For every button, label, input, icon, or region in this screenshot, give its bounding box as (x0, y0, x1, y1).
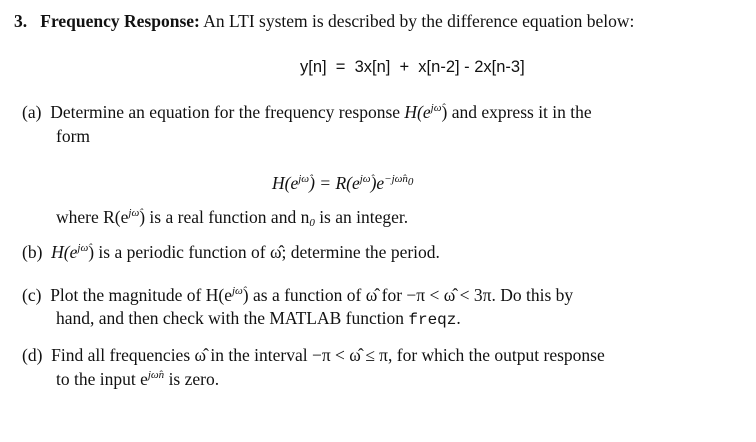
part-c-label: (c) (22, 285, 42, 305)
part-a-h: H(e (404, 102, 431, 122)
part-c-sup: jω̂ (231, 285, 243, 297)
part-a-line2: form (56, 126, 91, 146)
where-sub: 0 (309, 217, 315, 229)
formula-exp-text: −jω̂n (384, 173, 408, 185)
part-b-sup: jω̂ (77, 242, 89, 254)
part-c-text-b: ) as a function of ω̂ for −π < ω̂ < 3π. Do this by (242, 285, 574, 305)
part-a-where (56, 206, 408, 234)
part-a-formula (272, 172, 413, 194)
formula-e: )e (370, 173, 385, 193)
formula-exp-sub: 0 (407, 176, 414, 188)
part-c-text-a: Plot the magnitude of H(e (50, 285, 232, 305)
part-b-h: H(e (51, 242, 78, 262)
part-b (22, 241, 440, 263)
part-a-sup: jω̂ (430, 102, 442, 114)
difference-equation: y[n] = 3x[n] + x[n-2] - 2x[n-3] (300, 58, 525, 76)
part-a-line1 (22, 101, 592, 123)
problem-header (14, 10, 634, 32)
part-d-line1 (22, 344, 605, 366)
formula-sup1: jω̂ (298, 173, 310, 185)
problem-number: 3. (14, 11, 28, 31)
part-a-text: Determine an equation for the frequency response (50, 102, 401, 122)
formula-eq: ) = R(e (309, 173, 360, 193)
part-c-line1 (22, 284, 573, 306)
part-d-sup: jω̂n (147, 369, 165, 381)
freqz-code: freqz (408, 311, 457, 329)
where-3: is an integer. (314, 207, 409, 227)
part-d-text: Find all frequencies ω̂ in the interval −π < ω̂ ≤ π, for which the output response (51, 345, 605, 365)
formula-sup2: jω̂ (359, 173, 371, 185)
part-a-close: ) (441, 102, 448, 122)
problem-intro: An LTI system is described by the difference equation below: (203, 11, 635, 31)
formula-exp (384, 173, 414, 188)
where-2: ) is a real function and n (139, 207, 310, 227)
part-c-period: . (456, 308, 461, 328)
part-c-line2 (56, 307, 461, 331)
part-d-text-a: to the input e (56, 369, 148, 389)
part-d-line2 (56, 368, 219, 390)
part-c-text-c: hand, and then check with the MATLAB function (56, 308, 409, 328)
part-d-label: (d) (22, 345, 43, 365)
part-b-text: ) is a periodic function of ω̂; determine the period. (88, 242, 440, 262)
part-d-text-b: is zero. (164, 369, 220, 389)
problem-title: Frequency Response: (40, 11, 200, 31)
where-1: where R(e (56, 207, 129, 227)
part-a-text-end: and express it in the (451, 102, 592, 122)
formula-h: H(e (272, 173, 299, 193)
where-sup: jω̂ (128, 207, 140, 219)
part-a-label: (a) (22, 102, 42, 122)
part-b-label: (b) (22, 242, 43, 262)
